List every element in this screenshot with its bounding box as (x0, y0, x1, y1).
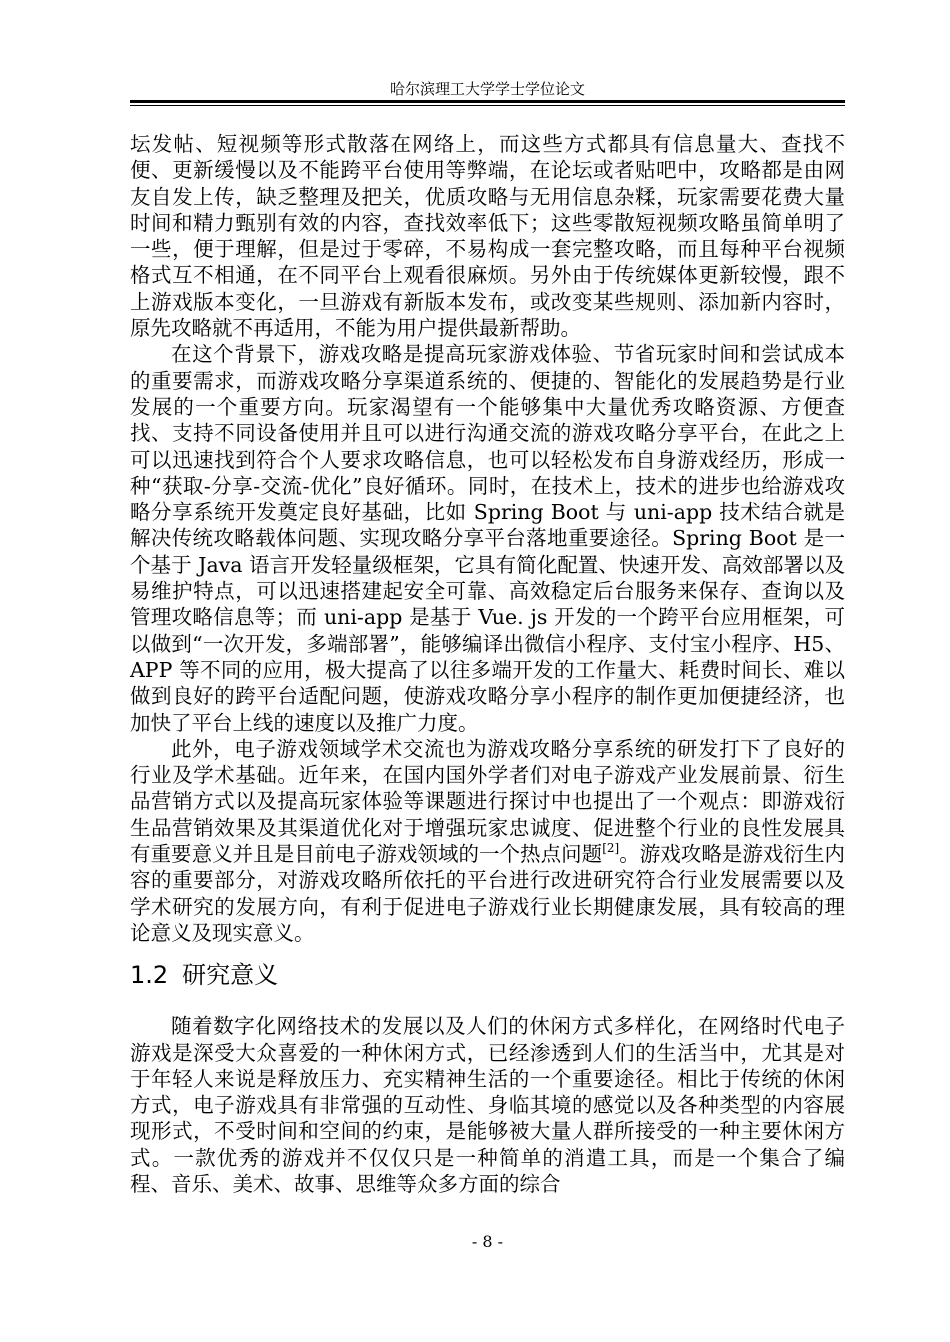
paragraph-significance: 随着数字化网络技术的发展以及人们的休闲方式多样化，在网络时代电子游戏是深受大众喜爱的一种休闲方式，已经渗透到人们的生活当中，尤其是对于年轻人来说是释放压力、充实精神生活的一个重要途径。相比于传统的休闲方式，电子游戏具有非常强的互动性、身临其境的感觉以及各种类型的内容展现形式，不受时间和空间的约束，是能够被大量人群所接受的一种主要休闲方式。一款优秀的游戏并不仅仅只是一种简单的消遣工具，而是一个集合了编程、音乐、美术、故事、思维等众多方面的综合 (130, 1014, 845, 1196)
paragraph-academic-text: 此外，电子游戏领域学术交流也为游戏攻略分享系统的研发打下了良好的行业及学术基础。近年来，在国内国外学者们对电子游戏产业发展前景、衍生品营销方式以及提高玩家体验等课题进行探讨中也提出了一个观点：即游戏衍生品营销效果及其渠道优化对于增强玩家忠诚度、促进整个行业的良性发展具有重要意义并且是目前电子游戏领域的一个热点问题 (130, 736, 845, 867)
section-title: 研究意义 (182, 961, 279, 990)
citation-reference[interactable]: [2] (602, 841, 620, 856)
paragraph-academic-text-cont: 。游戏攻略是游戏衍生内容的重要部分，对游戏攻略所依托的平台进行改进研究符合行业发展需要以及学术研究的发展方向，有利于促进电子游戏行业长期健康发展，具有较高的理论意义及现实意义。 (130, 842, 846, 945)
section-heading (130, 960, 845, 990)
paragraph-continuation: 坛发帖、短视频等形式散落在网络上，而这些方式都具有信息量大、查找不便、更新缓慢以及不能跨平台使用等弊端，在论坛或者贴吧中，攻略都是由网友自发上传，缺乏整理及把关，优质攻略与无用信息杂糅，玩家需要花费大量时间和精力甄别有效的内容，查找效率低下；这些零散短视频攻略虽简单明了一些，便于理解，但是过于零碎，不易构成一套完整攻略，而且每种平台视频格式互不相通，在不同平台上观看很麻烦。另外由于传统媒体更新较慢，跟不上游戏版本变化，一旦游戏有新版本发布，或改变某些规则、添加新内容时，原先攻略就不再适用，不能为用户提供最新帮助。 (130, 132, 845, 341)
header-rule-thin (130, 105, 845, 106)
paragraph-background: 在这个背景下，游戏攻略是提高玩家游戏体验、节省玩家时间和尝试成本的重要需求，而游戏攻略分享渠道系统的、便捷的、智能化的发展趋势是行业发展的一个重要方向。玩家渴望有一个能够集中大量优秀攻略资源、方便查找、支持不同设备使用并且可以进行沟通交流的游戏攻略分享平台，在此之上可以迅速找到符合个人要求攻略信息，也可以轻松发布自身游戏经历，形成一种“获取-分享-交流-优化”良好循环。同时，在技术上，技术的进步也给游戏攻略分享系统开发奠定良好基础，比如 Spring Boot 与 uni-app 技术结合就是解决传统攻略载体问题、实现攻略分享平台落地重要途径。Spring Boot 是一个基于 Java 语言开发轻量级框架，它具有简化配置、快速开发、高效部署以及易维护特点，可以迅速搭建起安全可靠、高效稳定后台服务来保存、查询以及管理攻略信息等；而 uni-app 是基于 Vue. js 开发的一个跨平台应用框架，可以做到“一次开发，多端部署”，能够编译出微信小程序、支付宝小程序、H5、APP 等不同的应用，极大提高了以往多端开发的工作量大、耗费时间长、难以做到良好的跨平台适配问题，使游戏攻略分享小程序的制作更加便捷经济，也加快了平台上线的速度以及推广力度。 (130, 342, 845, 735)
header-rule (130, 100, 845, 103)
section-number: 1.2 (130, 961, 169, 990)
body-text (130, 131, 845, 1197)
running-header: 哈尔滨理工大学学士学位论文 (389, 80, 585, 98)
page-number: - 8 - (471, 1232, 504, 1251)
paragraph-academic (130, 736, 845, 946)
